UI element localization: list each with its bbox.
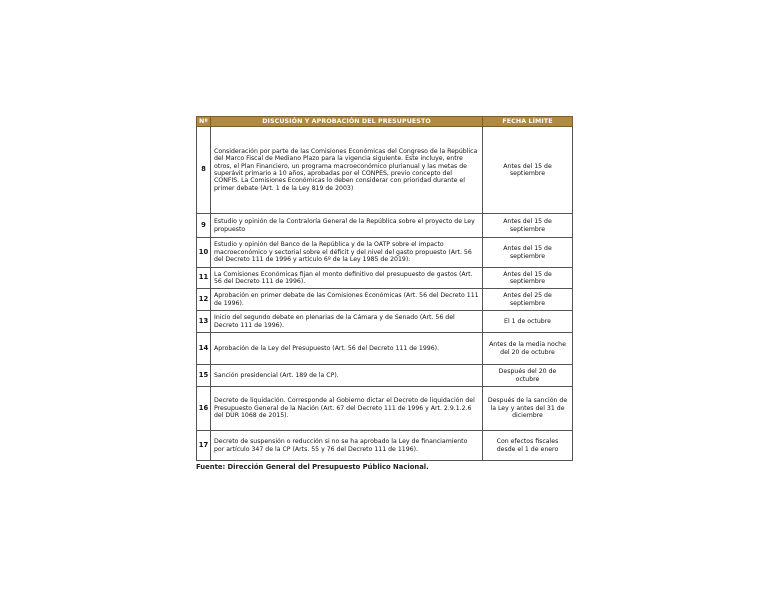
row-deadline: Antes de la media noche del 20 de octubre: [483, 333, 573, 365]
row-number: 9: [197, 214, 211, 238]
row-description: Aprobación en primer debate de las Comisiones Económicas (Art. 56 del Decreto 111 de 1996).: [211, 289, 483, 311]
row-number: 10: [197, 238, 211, 268]
row-description: Decreto de suspensión o reducción si no se ha aprobado la Ley de financiamiento por artículo 347 de la CP (Arts. 55 y 76 del Decreto 111 de 1196).: [211, 431, 483, 461]
row-description: La Comisiones Económicas fijan el monto definitivo del presupuesto de gastos (Art. 56 del Decreto 111 de 1996).: [211, 268, 483, 289]
row-deadline: El 1 de octubre: [483, 311, 573, 333]
source-note: Fuente: Dirección General del Presupuesto Público Nacional.: [196, 463, 429, 471]
row-number: 12: [197, 289, 211, 311]
row-number: 11: [197, 268, 211, 289]
row-description: Decreto de liquidación. Corresponde al Gobierno dictar el Decreto de liquidación del Presupuesto General de la Nación (Art. 67 del Decreto 111 de 1996 y Art. 2.9.1.2.6 del DUR 1068 de 2015).: [211, 387, 483, 431]
document-page: [196, 116, 573, 471]
table-row: [197, 289, 573, 311]
table-row: [197, 333, 573, 365]
table-row: [197, 268, 573, 289]
row-deadline: Después del 20 de octubre: [483, 365, 573, 387]
row-description: Inicio del segundo debate en plenarias de la Cámara y de Senado (Art. 56 del Decreto 111 de 1996).: [211, 311, 483, 333]
header-description: DISCUSIÓN Y APROBACIÓN DEL PRESUPUESTO: [211, 117, 483, 127]
table-row: [197, 431, 573, 461]
row-description: Sanción presidencial (Art. 189 de la CP).: [211, 365, 483, 387]
table-header-row: [197, 117, 573, 127]
table-row: [197, 238, 573, 268]
row-description: Estudio y opinión del Banco de la República y de la OATP sobre el impacto macroeconómico y sectorial sobre el déficit y del nivel del gasto propuesto (Art. 56 del Decreto 111 de 1996 y artículo 6º de la Ley 1985 de 2019).: [211, 238, 483, 268]
row-description: Aprobación de la Ley del Presupuesto (Art. 56 del Decreto 111 de 1996).: [211, 333, 483, 365]
row-deadline: Antes del 15 de septiembre: [483, 268, 573, 289]
row-number: 13: [197, 311, 211, 333]
row-number: 15: [197, 365, 211, 387]
row-number: 16: [197, 387, 211, 431]
row-deadline: Antes del 15 de septiembre: [483, 127, 573, 214]
table-row: [197, 127, 573, 214]
row-number: 8: [197, 127, 211, 214]
row-number: 14: [197, 333, 211, 365]
row-deadline: Antes del 25 de septiembre: [483, 289, 573, 311]
row-deadline: Después de la sanción de la Ley y antes del 31 de diciembre: [483, 387, 573, 431]
row-deadline: Antes del 15 de septiembre: [483, 214, 573, 238]
table-row: [197, 387, 573, 431]
table-row: [197, 311, 573, 333]
row-description: Estudio y opinión de la Contraloría General de la República sobre el proyecto de Ley propuesto: [211, 214, 483, 238]
table-row: [197, 214, 573, 238]
row-number: 17: [197, 431, 211, 461]
budget-timeline-table: [196, 116, 573, 461]
header-deadline: FECHA LÍMITE: [483, 117, 573, 127]
row-deadline: Antes del 15 de septiembre: [483, 238, 573, 268]
table-row: [197, 365, 573, 387]
row-description: Consideración por parte de las Comisiones Económicas del Congreso de la República del Marco Fiscal de Mediano Plazo para la vigencia siguiente. Este incluye, entre otros, el Plan Financiero, un programa macroeconómico plurianual y las metas de superávit primario a 10 años, aprobadas por el CONPES, previo concepto del CONFIS. La Comisiones Económicas lo deben considerar con prioridad durante el primer debate (Art. 1 de la Ley 819 de 2003): [211, 127, 483, 214]
row-deadline: Con efectos fiscales desde el 1 de enero: [483, 431, 573, 461]
header-number: Nº: [197, 117, 211, 127]
